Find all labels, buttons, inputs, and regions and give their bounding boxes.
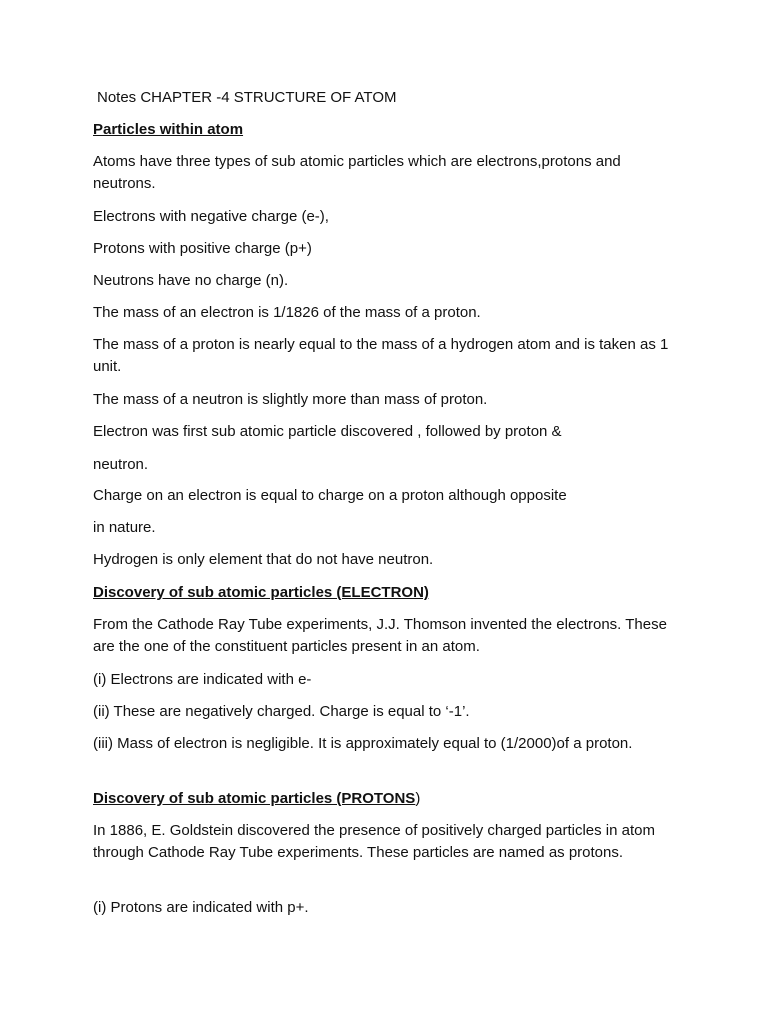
- paragraph-charge-equality-cont: in nature.: [93, 519, 156, 536]
- paragraph-neutrons-charge: Neutrons have no charge (n).: [93, 272, 289, 289]
- section-heading-protons-paren: ): [415, 790, 421, 807]
- paragraph-electrons-charge: Electrons with negative charge (e-),: [93, 208, 329, 225]
- section-heading-particles: Particles within atom: [93, 121, 244, 138]
- section-heading-protons-text: Discovery of sub atomic particles (PROTONS: [93, 790, 416, 807]
- list-item-electron-mass: (iii) Mass of electron is negligible. It is approximately equal to (1/2000)of a proton.: [93, 735, 633, 752]
- paragraph-thomson: From the Cathode Ray Tube experiments, J.J. Thomson invented the electrons. These are the one of the constituent particles present in an atom.: [93, 616, 667, 655]
- paragraph-electron-mass: The mass of an electron is 1/1826 of the mass of a proton.: [93, 304, 481, 321]
- paragraph-discovery-order: Electron was first sub atomic particle discovered , followed by proton &: [93, 423, 562, 440]
- paragraph-neutron-mass: The mass of a neutron is slightly more than mass of proton.: [93, 391, 488, 408]
- paragraph-discovery-order-cont: neutron.: [93, 456, 149, 473]
- list-item-proton-symbol: (i) Protons are indicated with p+.: [93, 899, 309, 916]
- paragraph-hydrogen: Hydrogen is only element that do not have neutron.: [93, 551, 434, 568]
- paragraph-goldstein: In 1886, E. Goldstein discovered the presence of positively charged particles in atom through Cathode Ray Tube experiments. These particles are named as protons.: [93, 822, 655, 861]
- paragraph-protons-charge: Protons with positive charge (p+): [93, 240, 312, 257]
- document-title: Notes CHAPTER -4 STRUCTURE OF ATOM: [97, 89, 397, 106]
- paragraph-proton-mass: The mass of a proton is nearly equal to the mass of a hydrogen atom and is taken as 1 unit.: [93, 336, 669, 375]
- section-heading-protons: [93, 788, 683, 810]
- section-heading-electron: Discovery of sub atomic particles (ELECTRON): [93, 584, 429, 601]
- paragraph-subatomic-types: Atoms have three types of sub atomic particles which are electrons,protons and neutrons.: [93, 153, 621, 192]
- list-item-electron-symbol: (i) Electrons are indicated with e-: [93, 671, 312, 688]
- list-item-electron-charge: (ii) These are negatively charged. Charge is equal to ‘-1’.: [93, 703, 470, 720]
- paragraph-charge-equality: Charge on an electron is equal to charge on a proton although opposite: [93, 487, 567, 504]
